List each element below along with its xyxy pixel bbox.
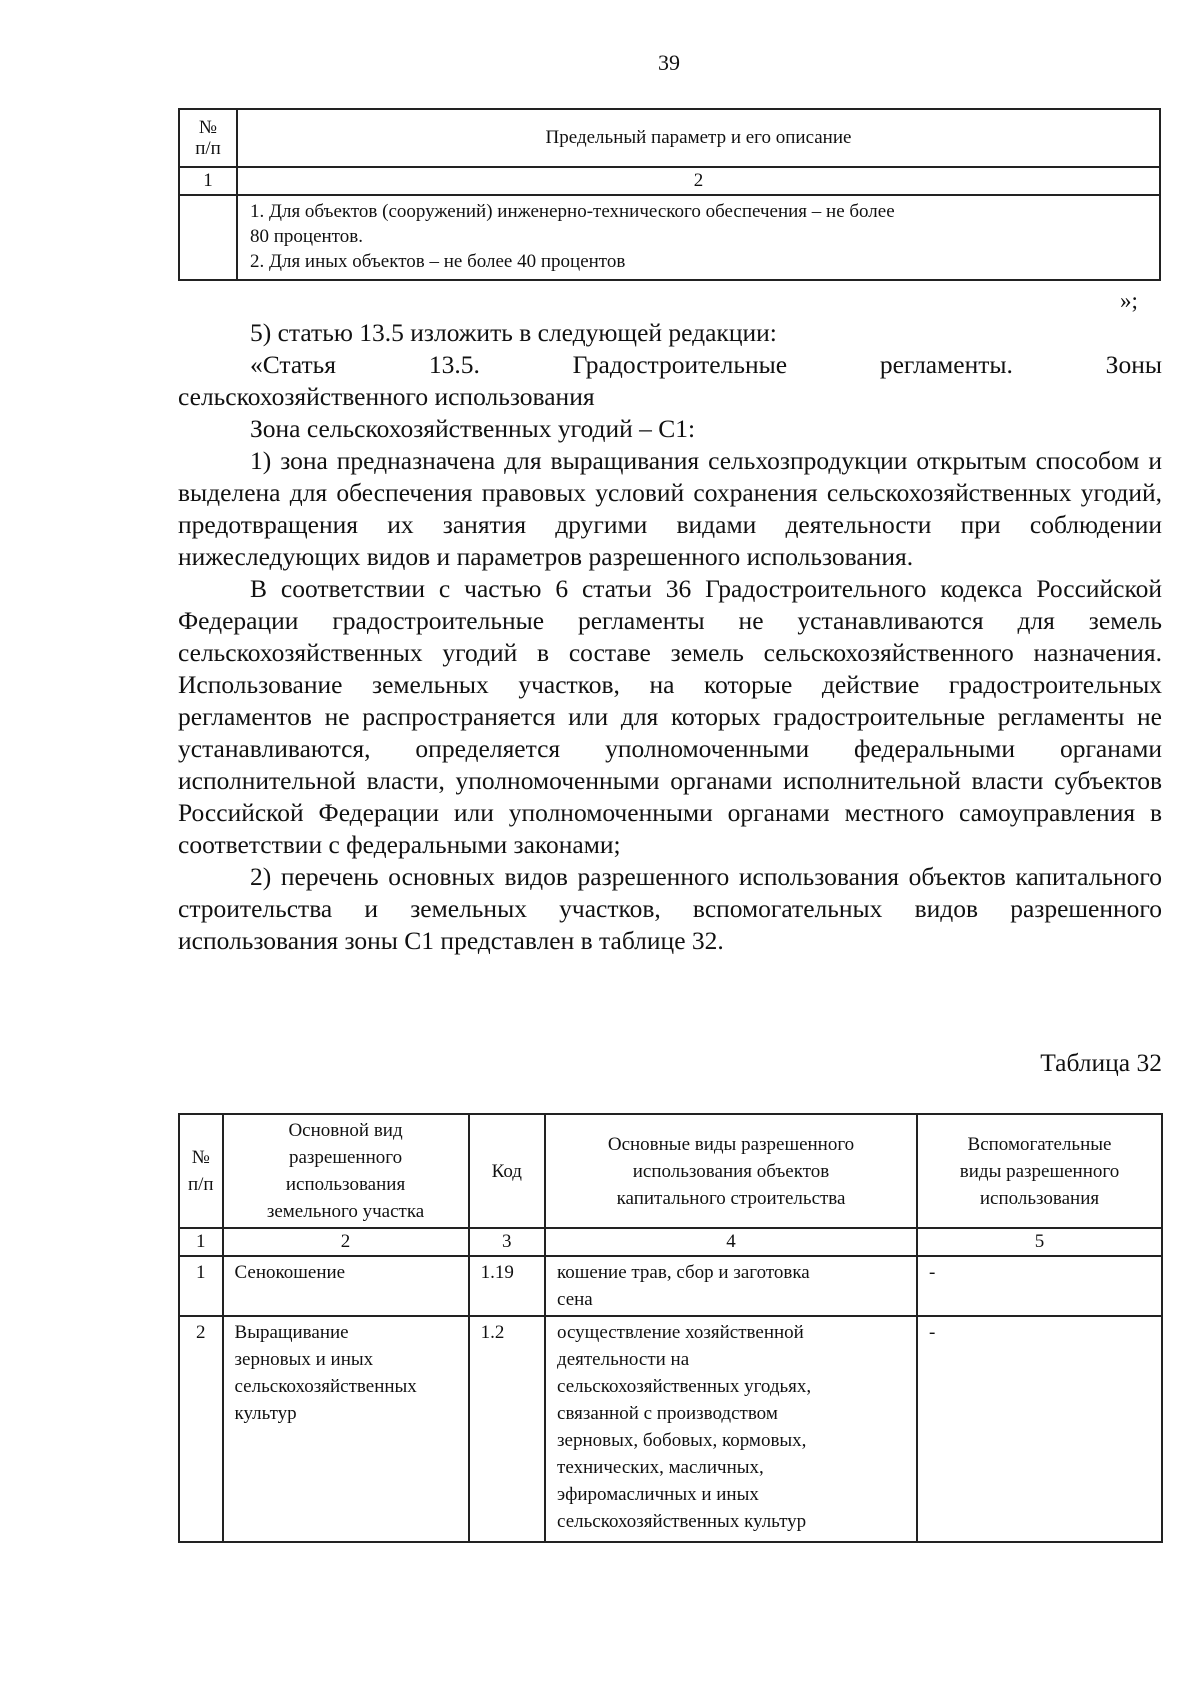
article-title-line-2: сельскохозяйственного использования	[178, 382, 595, 411]
header-auxiliary-cell	[917, 1114, 1162, 1228]
body-text	[178, 317, 1162, 957]
header-line: использования	[979, 1187, 1100, 1209]
row-number-cell	[179, 195, 237, 280]
header-line: разрешенного	[288, 1147, 403, 1168]
cell-line: кошение трав, сбор и заготовка	[557, 1262, 810, 1283]
cell-line: деятельности на	[557, 1349, 690, 1370]
parameter-description-cell	[237, 195, 1160, 280]
column-number: 2	[223, 1228, 469, 1256]
description-line: 1. Для объектов (сооружений) инженерно-технического обеспечения – не более	[250, 201, 895, 222]
permitted-use-table	[178, 1113, 1163, 1543]
cell-line: сена	[557, 1289, 593, 1310]
cell-line: эфиромасличных и иных	[557, 1484, 759, 1505]
header-parameter-cell: Предельный параметр и его описание	[237, 109, 1160, 167]
header-line: Основные виды разрешенного	[607, 1133, 855, 1155]
column-number: 2	[237, 167, 1160, 195]
paragraph-zone-purpose: 1) зона предназначена для выращивания сельхозпродукции открытым способом и выделена для обеспечения правовых условий сохранения сельскохозяйственных угодий, предотвращения их занятия другими видами деятельности при соблюдении нижеследующих видов и параметров разрешенного использования.	[178, 446, 1162, 571]
limit-parameters-table	[178, 108, 1161, 281]
cell-line: культур	[234, 1403, 297, 1424]
description-line: 2. Для иных объектов – не более 40 процентов	[250, 251, 626, 272]
paragraph-amendment: 5) статью 13.5 изложить в следующей редакции:	[250, 318, 777, 347]
header-number-cell	[179, 109, 237, 167]
column-number: 5	[917, 1228, 1162, 1256]
header-number-cell	[179, 1114, 223, 1228]
cell-line: Сенокошение	[234, 1262, 346, 1283]
header-line: использования	[285, 1174, 406, 1195]
row-number: 1	[179, 1256, 223, 1316]
auxiliary-cell: -	[917, 1256, 1162, 1316]
cell-line: Выращивание	[234, 1322, 349, 1343]
header-code-cell: Код	[469, 1114, 545, 1228]
column-number: 3	[469, 1228, 545, 1256]
cell-line: зерновых и иных	[234, 1349, 374, 1370]
table-row	[179, 195, 1160, 280]
cell-line: технических, масличных,	[557, 1457, 764, 1478]
column-number: 1	[179, 167, 237, 195]
header-number-pp: п/п	[195, 138, 221, 159]
header-line: использования объектов	[632, 1160, 830, 1182]
auxiliary-cell: -	[917, 1316, 1162, 1542]
paragraph-list-reference: 2) перечень основных видов разрешенного использования объектов капитального строительства и земельных участков, вспомогательных видов разрешенного использования зоны С1 представлен в таблице 32.	[178, 862, 1162, 955]
main-objects-cell	[545, 1316, 917, 1542]
table-caption: Таблица 32	[1040, 1048, 1162, 1077]
header-main-kind-cell	[223, 1114, 469, 1228]
zone-heading: Зона сельскохозяйственных угодий – С1:	[250, 414, 696, 443]
header-line: земельного участка	[266, 1201, 425, 1222]
table-header-row	[179, 1114, 1162, 1228]
article-title-line-1: «Статья 13.5. Градостроительные регламенты. Зоны	[250, 350, 1162, 379]
header-main-objects-cell	[545, 1114, 917, 1228]
table-row	[179, 1316, 1162, 1542]
code-cell: 1.2	[469, 1316, 545, 1542]
row-number: 2	[179, 1316, 223, 1542]
table-row	[179, 1256, 1162, 1316]
closing-quote: »;	[1120, 288, 1138, 313]
paragraph-legal-basis: В соответствии с частью 6 статьи 36 Градостроительного кодекса Российской Федерации градостроительные регламенты не устанавливаются для земель сельскохозяйственных угодий в составе земель сельскохозяйственного назначения. Использование земельных участков, на которые действие градостроительных регламентов не распространяется или для которых градостроительные регламенты не устанавливаются, определяется уполномоченными федеральными органами исполнительной власти, уполномоченными органами исполнительной власти субъектов Российской Федерации или уполномоченными органами местного самоуправления в соответствии с федеральными законами;	[178, 574, 1162, 859]
main-kind-cell	[223, 1316, 469, 1542]
column-number: 4	[545, 1228, 917, 1256]
code-cell: 1.19	[469, 1256, 545, 1316]
header-line: Вспомогательные	[967, 1133, 1112, 1155]
main-objects-cell	[545, 1256, 917, 1316]
column-numbers-row	[179, 167, 1160, 195]
cell-line: сельскохозяйственных культур	[557, 1511, 807, 1532]
header-number-pp: п/п	[187, 1174, 214, 1195]
column-numbers-row	[179, 1228, 1162, 1256]
header-line: виды разрешенного	[959, 1160, 1120, 1182]
cell-line: осуществление хозяйственной	[557, 1322, 804, 1343]
cell-line: связанной с производством	[557, 1403, 778, 1424]
column-number: 1	[179, 1228, 223, 1256]
cell-line: сельскохозяйственных	[234, 1376, 417, 1397]
page-number: 39	[658, 50, 680, 75]
header-number-sign: №	[198, 117, 218, 138]
header-number-sign: №	[191, 1147, 210, 1168]
header-line: Основной вид	[288, 1120, 403, 1141]
description-line: 80 процентов.	[250, 226, 363, 247]
table-header-row	[179, 109, 1160, 167]
header-line: капитального строительства	[616, 1187, 846, 1209]
cell-line: зерновых, бобовых, кормовых,	[557, 1430, 807, 1451]
main-kind-cell	[223, 1256, 469, 1316]
cell-line: сельскохозяйственных угодьях,	[557, 1376, 812, 1397]
